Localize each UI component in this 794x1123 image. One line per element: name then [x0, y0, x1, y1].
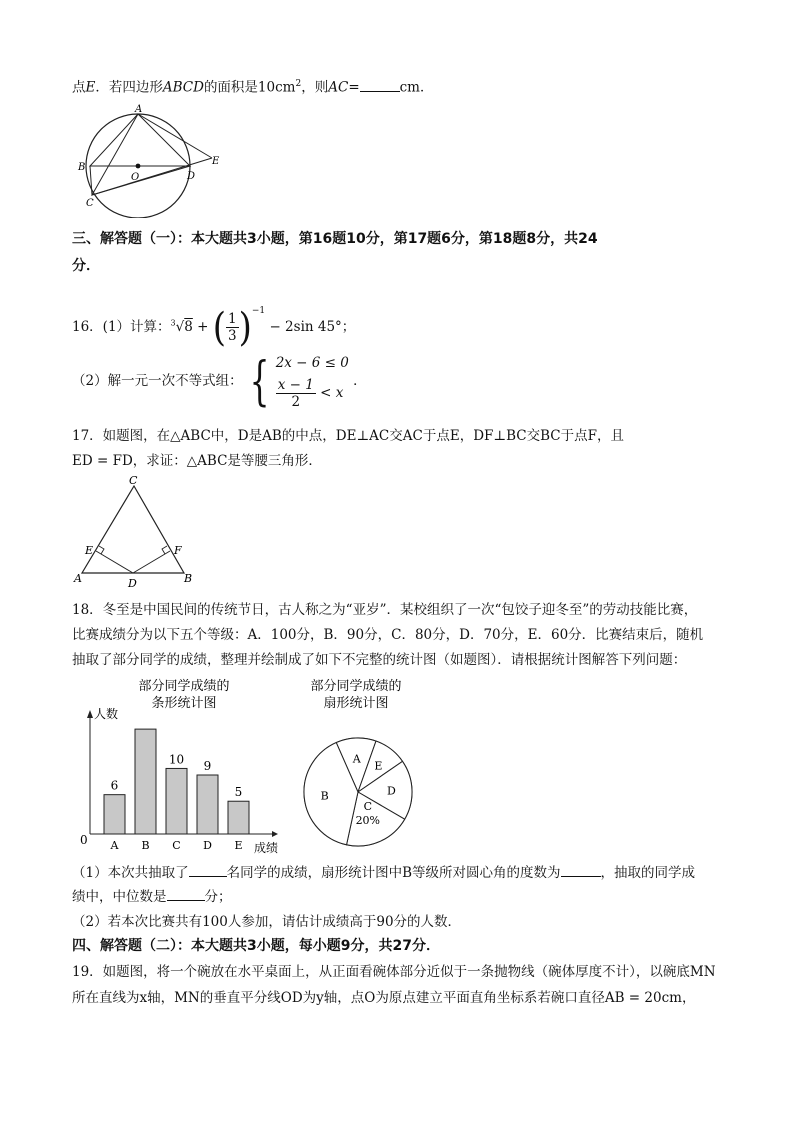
q18-q1-c: ，抽取的同学成: [600, 865, 696, 881]
q17-line1: 17．如题图，在△ABC中，D是AB的中点，DE⊥AC交AC于点E，DF⊥BC交BC于点F，且: [72, 428, 624, 444]
q16-plus: +: [197, 319, 209, 335]
section4-title: 四、解答题（二）：本大题共3小题，每小题9分，共27分．: [72, 938, 440, 954]
ineq2-tail: < x: [320, 385, 344, 401]
triangle-figure: [72, 474, 202, 588]
q15-point-e: E: [85, 79, 96, 96]
bar-value-label-E: 5: [234, 785, 243, 800]
q16-frac-den: 3: [228, 328, 237, 344]
x-axis-arrow-icon: [272, 831, 278, 837]
inequality-system: [276, 353, 349, 410]
bar-tick-B: B: [141, 839, 150, 852]
ineq2-den: 2: [291, 394, 301, 410]
section3-title-line2: 分．: [72, 258, 100, 274]
pie-annotation-C: 20%: [355, 814, 381, 828]
pie-label-C: C: [363, 800, 373, 814]
left-paren-icon: (: [212, 304, 227, 351]
line-df: [133, 551, 170, 573]
q16-p1-tail: − 2sin 45°；: [269, 319, 356, 335]
fig2-label-e: E: [85, 544, 94, 557]
q16-p1-prefix: 16．(1）计算：: [72, 319, 171, 335]
q18-q1-e: 分；: [204, 889, 232, 905]
bar-B: [135, 729, 156, 834]
q18-q1-a: （1）本次共抽取了: [72, 865, 189, 881]
inequality-1: 2x − 6 ≤ 0: [275, 355, 349, 371]
fig1-label-d: D: [187, 171, 196, 182]
q15-text-prefix: 点: [72, 79, 86, 96]
q16-fraction: [226, 311, 239, 344]
bar-value-label-D: 9: [203, 759, 212, 773]
bar-tick-C: C: [172, 839, 181, 852]
q15-abcd: ABCD: [162, 79, 204, 96]
line-de: [96, 551, 133, 573]
cbrt-radicand: 8: [184, 319, 193, 335]
bar-tick-E: E: [234, 839, 243, 852]
fig1-label-e: E: [212, 156, 220, 167]
q18-line3: 抽取了部分同学的成绩，整理并绘制成了如下不完整的统计图（如题图）．请根据统计图解答下列问题：: [72, 652, 687, 668]
inequality-2: [276, 377, 349, 410]
bar-tick-A: A: [110, 839, 119, 852]
q18-q1-line1: [72, 862, 695, 883]
pie-chart-title: 部分同学成绩的: [310, 679, 402, 694]
bar-tick-D: D: [203, 839, 212, 852]
q18-line1: 18．冬至是中国民间的传统节日，古人称之为“亚岁”．某校组织了一次“包饺子迎冬至”的劳动技能比赛，: [72, 602, 698, 618]
q16-part2: [72, 346, 367, 416]
q16-part1: [72, 291, 356, 351]
bar-x-label: 成绩: [254, 841, 279, 855]
q15-ac: AC: [328, 79, 349, 96]
bar-A: [104, 795, 125, 834]
right-paren-icon: ): [238, 304, 252, 351]
fig2-label-d: D: [128, 577, 137, 588]
bar-C: [166, 768, 187, 834]
ineq2-fraction: [276, 377, 316, 410]
pie-marks: [304, 738, 412, 846]
q15-sup: 2: [295, 79, 302, 89]
q18-blank-angle[interactable]: [561, 862, 601, 877]
ineq2-num: x − 1: [277, 377, 314, 393]
q18-q1-d: 绩中，中位数是: [72, 889, 167, 905]
q15-then: ，则: [301, 79, 329, 96]
fig2-label-b: B: [184, 572, 193, 585]
section3-title-line1: 三、解答题（一）：本大题共3小题，第16题10分，第17题6分，第18题8分，共24: [72, 231, 598, 247]
bar-chart-title: 部分同学成绩的: [138, 679, 230, 694]
sqrt-icon: √: [175, 319, 185, 335]
bar-chart: [72, 676, 287, 858]
cbrt-index: 3: [170, 318, 176, 328]
q15-answer-blank[interactable]: [360, 77, 400, 92]
q19-line1: 19．如题图，将一个碗放在水平桌面上，从正面看碗体部分近似于一条抛物线（碗体厚度不计），以碗底MN: [72, 964, 716, 980]
fig1-label-a: A: [135, 104, 143, 115]
triangle-abc: [82, 486, 184, 573]
circle-figure: [72, 102, 222, 218]
triangle-abd: [90, 114, 190, 166]
pie-chart: [292, 676, 432, 858]
polyline-acd: [92, 114, 190, 195]
q19-line2: 所在直线为x轴，MN的垂直平分线OD为y轴，点O为原点建立平面直角坐标系若碗口直径AB = 20cm，: [72, 990, 696, 1006]
fig2-label-a: A: [74, 572, 82, 585]
bar-chart-subtitle: 条形统计图: [151, 696, 217, 711]
pie-label-E: E: [374, 759, 383, 773]
y-axis-arrow-icon: [87, 710, 93, 718]
q18-blank-median[interactable]: [167, 886, 205, 901]
q18-blank-count[interactable]: [189, 862, 227, 877]
q15-area-text: 的面积是10cm: [203, 79, 296, 96]
brace-icon: {: [249, 351, 270, 412]
center-point: [136, 164, 141, 169]
q15-text-mid: ．若四边形: [95, 79, 163, 96]
q16-exponent: −1: [251, 306, 266, 316]
pie-chart-subtitle: 扇形统计图: [323, 696, 389, 711]
line-bc: [90, 166, 92, 195]
bar-y-label: 人数: [94, 707, 119, 721]
bar-D: [197, 775, 218, 834]
q16-p2-end: ．: [353, 373, 367, 389]
fig1-label-b: B: [78, 162, 86, 173]
fig2-label-f: F: [174, 544, 182, 557]
fig1-label-o: O: [131, 172, 140, 183]
q15-unit: cm．: [399, 79, 434, 96]
pie-label-D: D: [387, 784, 396, 798]
q18-q1-line2: [72, 886, 232, 907]
q18-q2: （2）若本次比赛共有100人参加，请估计成绩高于90分的人数．: [72, 914, 462, 930]
pie-label-B: B: [320, 789, 329, 803]
fig1-label-c: C: [86, 198, 94, 209]
q15-eq: =: [348, 79, 360, 96]
q15-tail-line: [72, 74, 434, 98]
q18-q1-b: 名同学的成绩，扇形统计图中B等级所对圆心角的度数为: [226, 865, 561, 881]
pie-label-A: A: [352, 752, 361, 766]
bar-value-label-A: 6: [110, 778, 119, 793]
bar-value-label-C: 10: [168, 752, 185, 767]
q16-p2-prefix: （2）解一元一次不等式组：: [72, 373, 243, 389]
q18-line2: 比赛成绩分为以下五个等级：A．100分，B．90分，C．80分，D．70分，E．60分．比赛结束后，随机: [72, 627, 704, 643]
bar-E: [228, 801, 249, 834]
q17-line2: ED = FD，求证：△ABC是等腰三角形．: [72, 453, 322, 469]
fig2-label-c: C: [129, 474, 138, 487]
q16-frac-num: 1: [228, 311, 237, 327]
bar-origin-label: 0: [80, 833, 88, 847]
